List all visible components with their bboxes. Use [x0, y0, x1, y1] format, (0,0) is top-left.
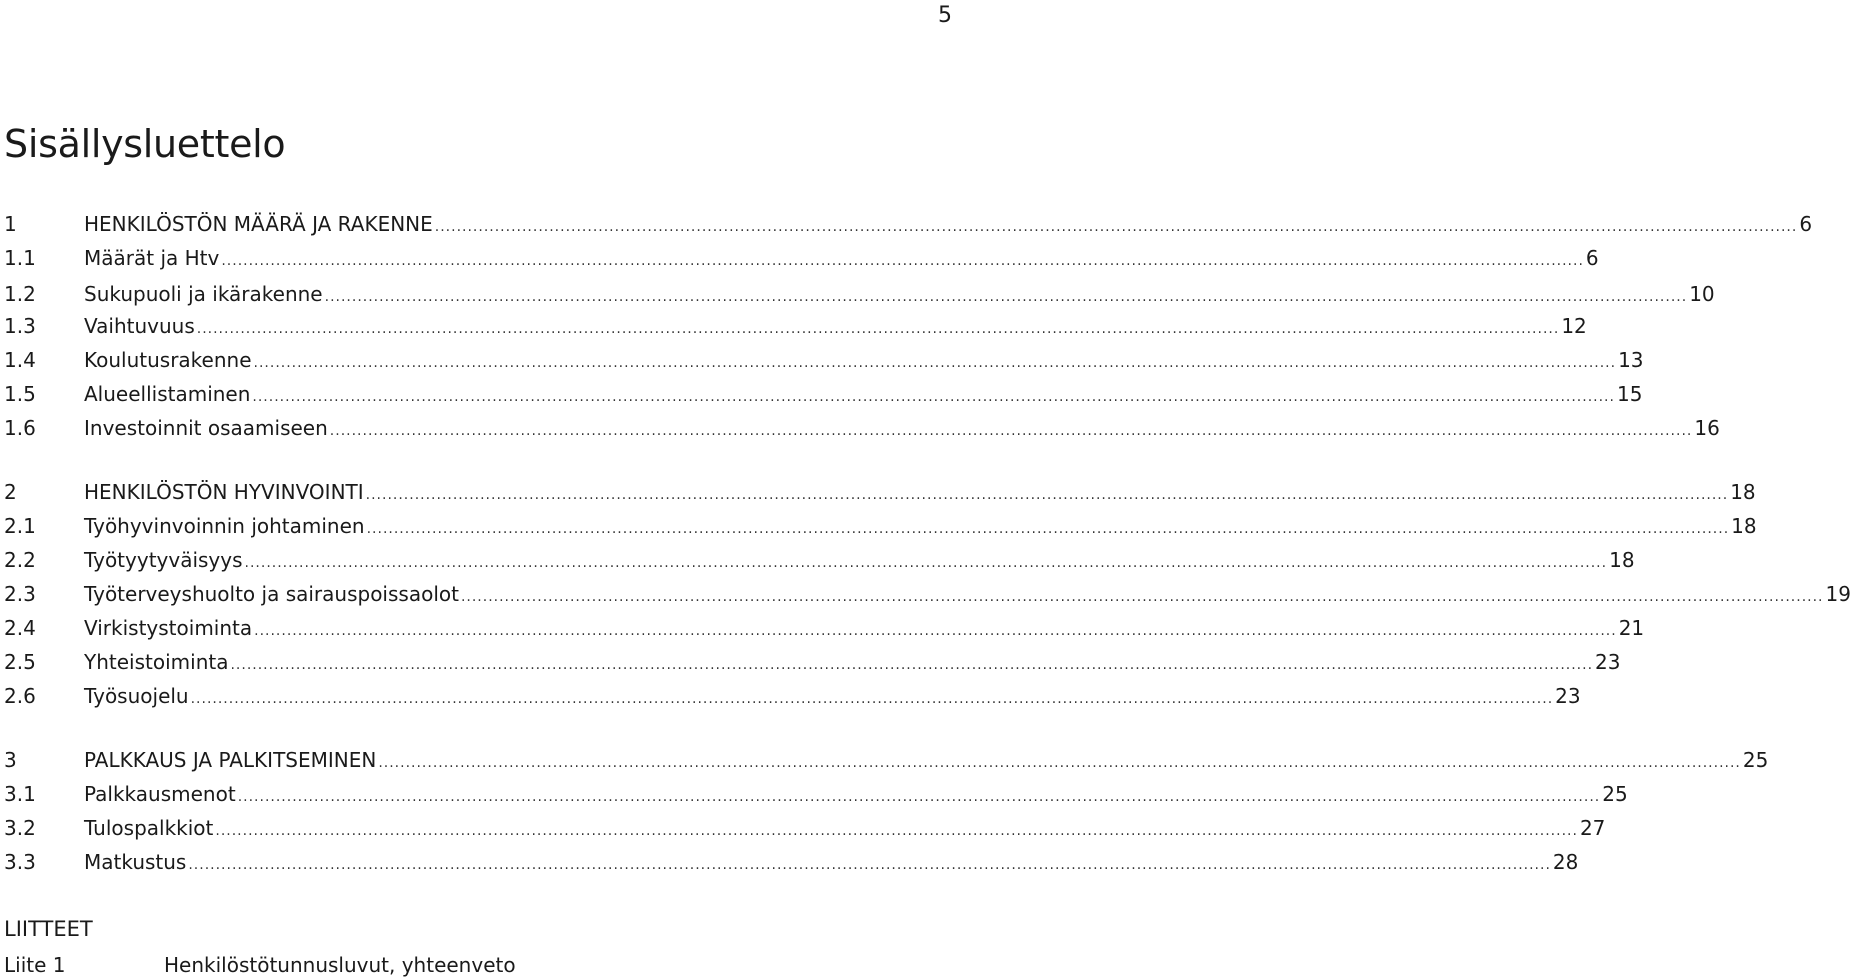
toc-entry[interactable]	[4, 614, 1645, 642]
toc-entry-page: 28	[1552, 850, 1579, 874]
toc-entry-page: 23	[1555, 684, 1581, 708]
toc-entry-page: 15	[1616, 382, 1643, 406]
toc-leader-dots	[254, 617, 1617, 645]
toc-entry[interactable]	[4, 580, 1851, 608]
toc-entry-number: 3	[4, 748, 17, 772]
toc-entry-number: 1.6	[4, 416, 36, 440]
toc-entry-page: 21	[1618, 616, 1645, 640]
toc-entry-number: 2.4	[4, 616, 36, 640]
toc-entry-number: 2	[4, 480, 17, 504]
toc-leader-dots	[254, 349, 1617, 377]
toc-entry-page: 25	[1742, 748, 1769, 772]
toc-entry[interactable]	[4, 546, 1635, 574]
toc-entry[interactable]	[4, 380, 1643, 408]
page-title: Sisällysluettelo	[4, 122, 286, 166]
toc-entry-title: Yhteistoiminta	[84, 650, 229, 674]
toc-entry-title: Työhyvinvoinnin johtaminen	[84, 514, 365, 538]
toc-entry-number: 2.2	[4, 548, 36, 572]
toc-leader-dots	[245, 549, 1608, 577]
toc-entry-number: 1.2	[4, 282, 36, 306]
toc-entry-page: 18	[1731, 514, 1757, 538]
toc-entry[interactable]	[4, 346, 1644, 374]
toc-leader-dots	[366, 481, 1729, 509]
toc-entry[interactable]	[4, 780, 1628, 808]
toc-leader-dots	[197, 315, 1560, 343]
appendix-label: Liite 1	[4, 953, 66, 977]
toc-entry-number: 1.4	[4, 348, 36, 372]
toc-entry-number: 1.5	[4, 382, 36, 406]
toc-entry-title: Työtyytyväisyys	[84, 548, 243, 572]
toc-entry-number: 3.3	[4, 850, 36, 874]
toc-entry[interactable]	[4, 682, 1581, 710]
toc-entry[interactable]	[4, 848, 1579, 876]
toc-entry-title: HENKILÖSTÖN MÄÄRÄ JA RAKENNE	[84, 212, 433, 236]
appendix-title: Henkilöstötunnusluvut, yhteenveto	[164, 953, 516, 977]
toc-leader-dots	[215, 817, 1578, 845]
toc-entry[interactable]	[4, 210, 1813, 238]
toc-entry[interactable]	[4, 312, 1587, 340]
appendix-entry[interactable]	[4, 951, 516, 979]
toc-entry-page: 19	[1825, 582, 1851, 606]
toc-entry-page: 23	[1595, 650, 1621, 674]
toc-leader-dots	[221, 247, 1584, 275]
toc-entry-number: 1	[4, 212, 17, 236]
toc-entry-number: 2.6	[4, 684, 36, 708]
toc-leader-dots	[252, 383, 1615, 411]
toc-leader-dots	[238, 783, 1601, 811]
toc-leader-dots	[191, 685, 1554, 713]
toc-entry-title: Määrät ja Htv	[84, 246, 220, 270]
toc-entry[interactable]	[4, 512, 1757, 540]
toc-entry-page: 6	[1799, 212, 1813, 236]
toc-entry-number: 3.1	[4, 782, 36, 806]
toc-leader-dots	[435, 213, 1798, 241]
toc-leader-dots	[367, 515, 1730, 543]
toc-leader-dots	[230, 651, 1593, 679]
toc-entry-title: Koulutusrakenne	[84, 348, 252, 372]
toc-entry-title: Työterveyshuolto ja sairauspoissaolot	[84, 582, 459, 606]
toc-entry-number: 2.3	[4, 582, 36, 606]
toc-entry-title: Palkkausmenot	[84, 782, 236, 806]
toc-entry-page: 27	[1579, 816, 1606, 840]
toc-entry-title: PALKKAUS JA PALKITSEMINEN	[84, 748, 377, 772]
toc-entry[interactable]	[4, 244, 1599, 272]
toc-entry-title: HENKILÖSTÖN HYVINVOINTI	[84, 480, 364, 504]
toc-entry[interactable]	[4, 478, 1756, 506]
toc-entry[interactable]	[4, 648, 1621, 676]
toc-leader-dots	[378, 749, 1741, 777]
toc-entry-page: 13	[1618, 348, 1644, 372]
toc-entry-title: Sukupuoli ja ikärakenne	[84, 282, 323, 306]
toc-leader-dots	[461, 583, 1824, 611]
toc-entry[interactable]	[4, 814, 1606, 842]
toc-leader-dots	[330, 417, 1693, 445]
toc-entry-number: 1.1	[4, 246, 36, 270]
toc-entry[interactable]	[4, 280, 1715, 308]
toc-entry-number: 1.3	[4, 314, 36, 338]
toc-entry-title: Alueellistaminen	[84, 382, 251, 406]
appendix-heading: LIITTEET	[4, 917, 93, 941]
toc-entry[interactable]	[4, 746, 1769, 774]
toc-entry-page: 6	[1585, 246, 1599, 270]
toc-entry-number: 3.2	[4, 816, 36, 840]
page-number: 5	[938, 3, 952, 28]
toc-entry-title: Investoinnit osaamiseen	[84, 416, 328, 440]
toc-entry-page: 18	[1730, 480, 1756, 504]
toc-entry-page: 16	[1694, 416, 1720, 440]
toc-entry-title: Matkustus	[84, 850, 187, 874]
toc-leader-dots	[188, 851, 1551, 879]
toc-entry-page: 12	[1561, 314, 1587, 338]
toc-entry-number: 2.1	[4, 514, 36, 538]
toc-entry-title: Työsuojelu	[84, 684, 189, 708]
toc-entry-page: 18	[1609, 548, 1635, 572]
toc-entry-title: Virkistystoiminta	[84, 616, 253, 640]
toc-entry-title: Tulospalkkiot	[84, 816, 214, 840]
toc-leader-dots	[325, 283, 1688, 311]
toc-entry-title: Vaihtuvuus	[84, 314, 195, 338]
toc-entry[interactable]	[4, 414, 1720, 442]
toc-entry-number: 2.5	[4, 650, 36, 674]
toc-entry-page: 25	[1602, 782, 1628, 806]
toc-entry-page: 10	[1689, 282, 1715, 306]
